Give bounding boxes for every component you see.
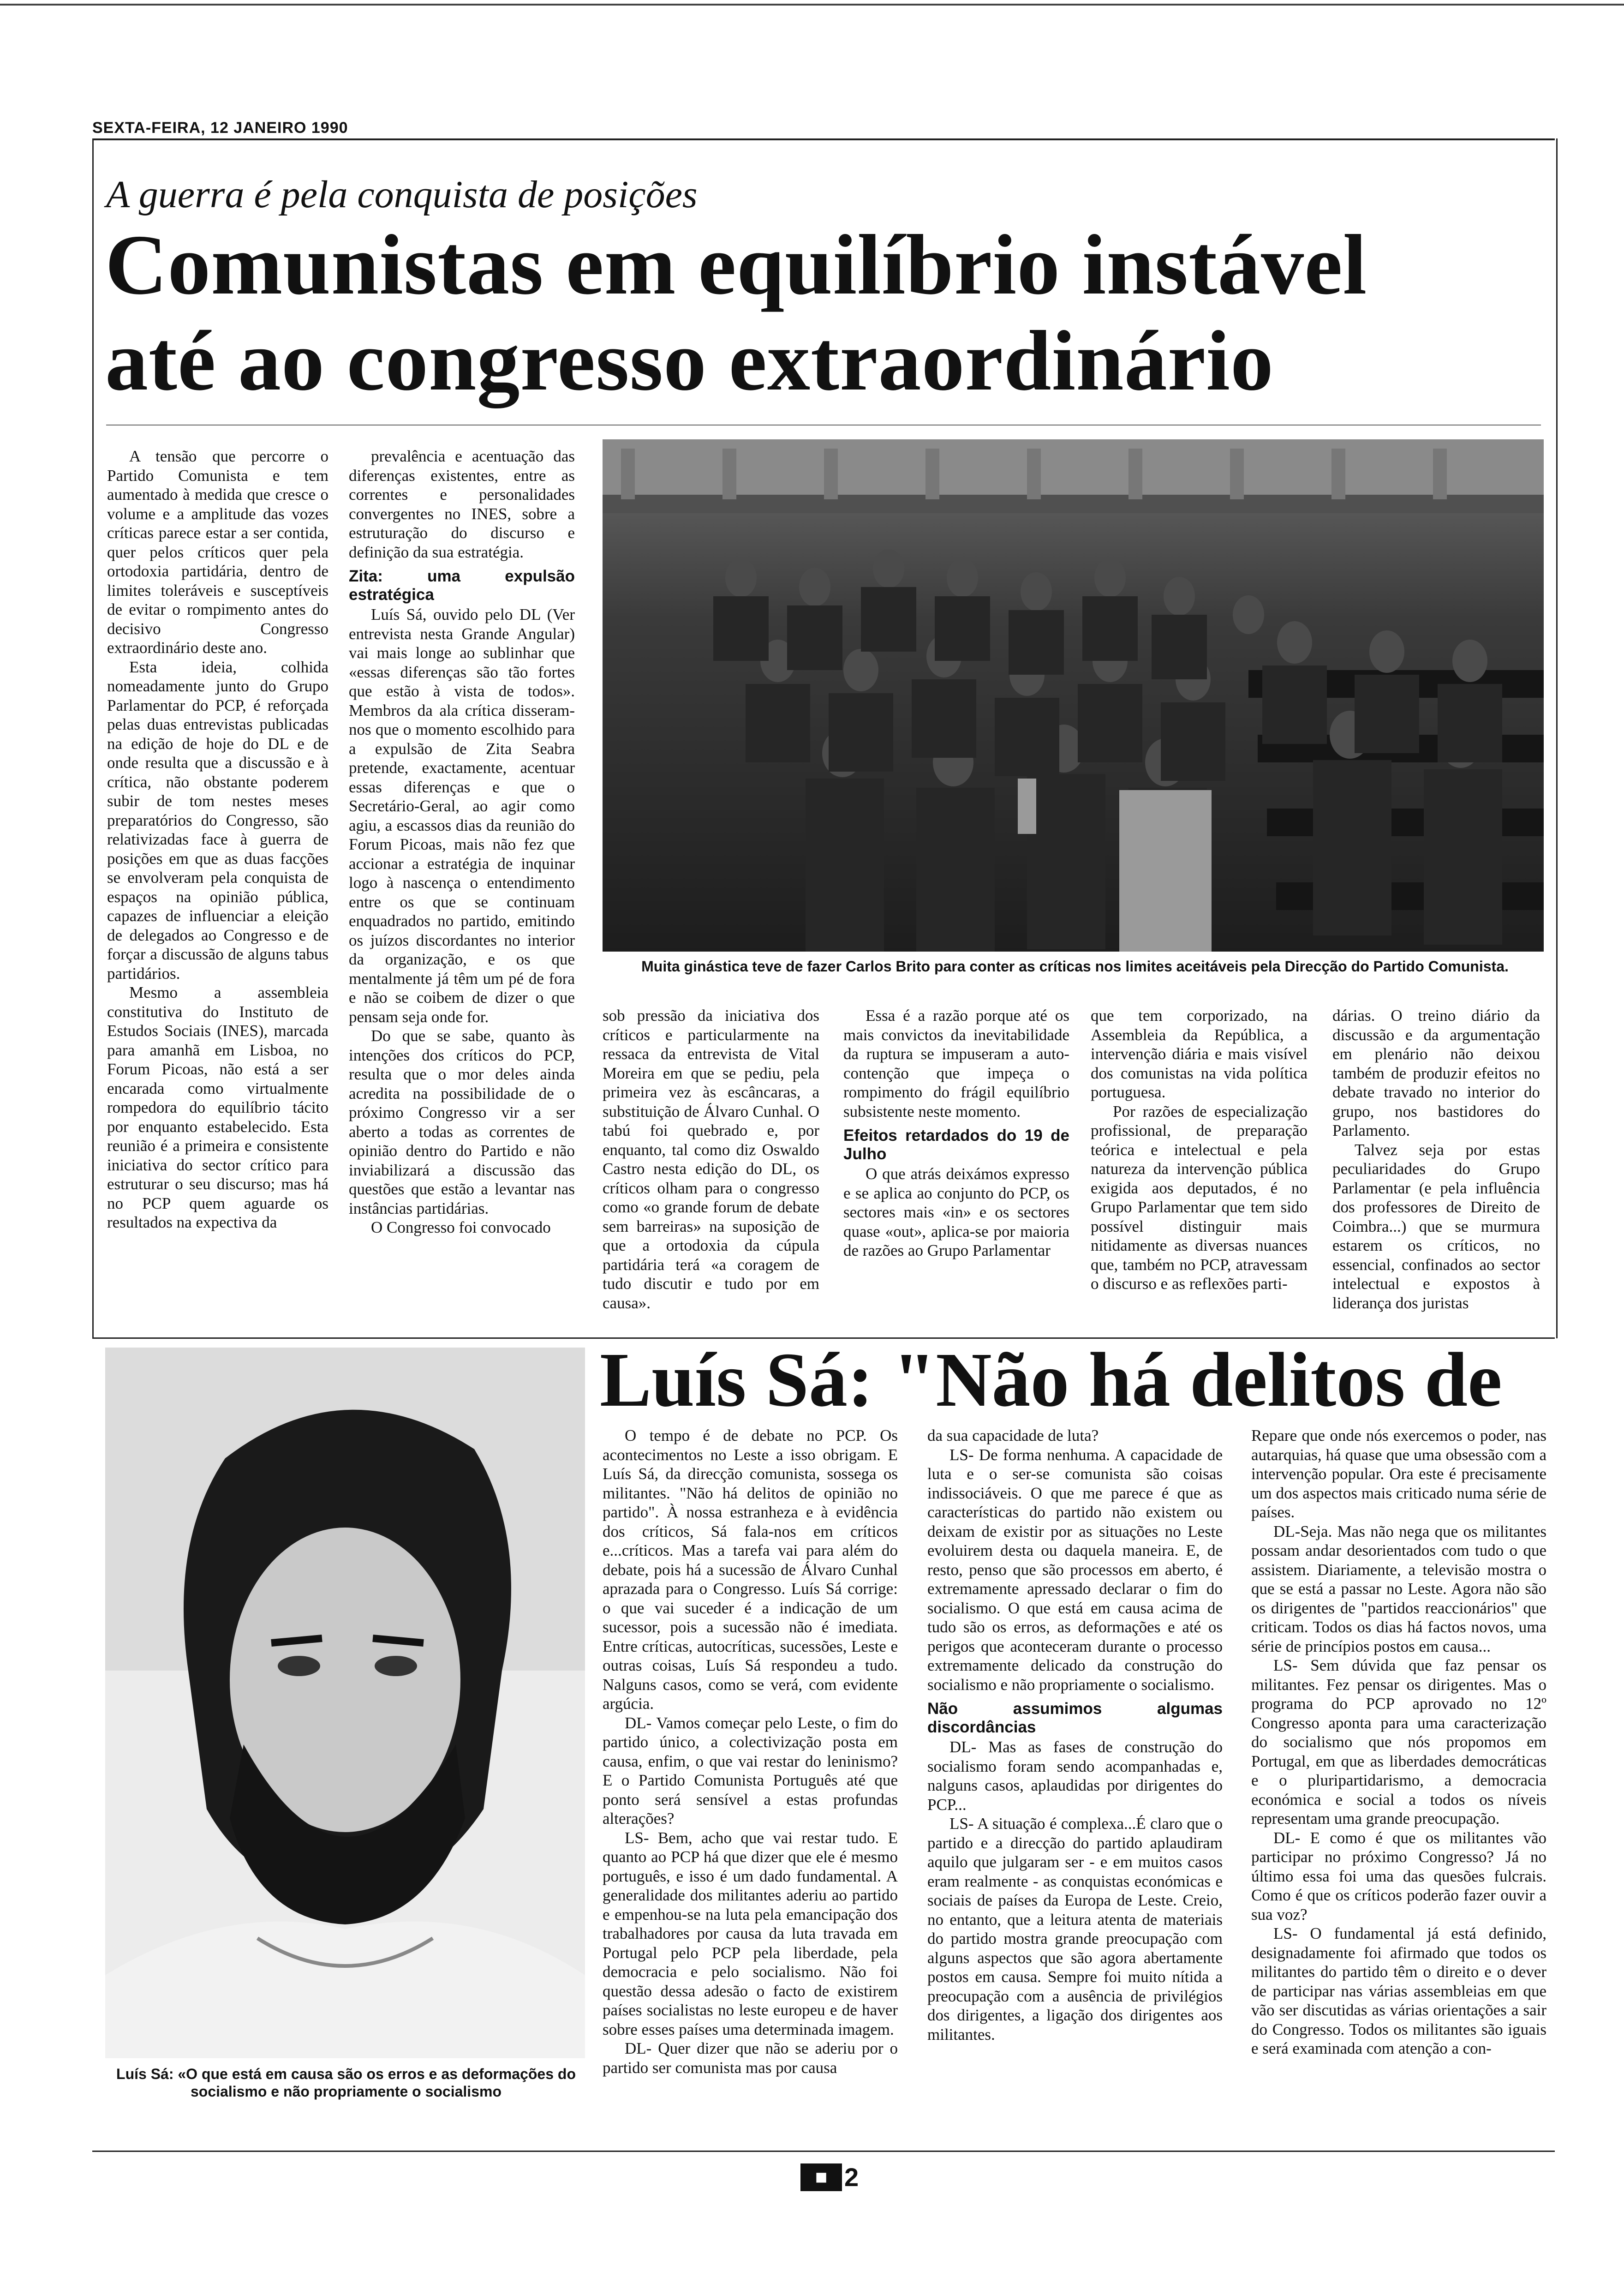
paragraph: prevalência e acentuação das diferenças existentes, entre as correntes e personalidades convergentes no INES, sobre a estruturação do discurso e definição da sua estratégia. [349,447,575,561]
paragraph: dárias. O treino diário da discussão e da argumentação em plenário não deixou também de produzir efeitos no debate travado no interior do grupo, nos bastidores do Parlamento. [1332,1007,1540,1139]
interview-column-3 [1251,1426,1546,2127]
article-column-3 [603,1006,819,1324]
paragraph: DL- Mas as fases de construção do socialismo foram sendo acompanhadas e, nalguns casos, aplaudidas por dirigentes do PCP... [927,1738,1223,1814]
parliament-photo-caption: Muita ginástica teve de fazer Carlos Brito para conter as críticas nos limites aceitáveis pela Direcção do Partido Comunista. [641,958,1509,975]
parliament-photo [603,439,1544,952]
interview-column-1 [603,1426,898,2127]
dateline: SEXTA-FEIRA, 12 JANEIRO 1990 [92,119,348,137]
article-column-1 [107,447,328,1324]
interview-column-2 [927,1426,1223,2127]
article-kicker: A guerra é pela conquista de posições [106,173,698,216]
top-border-rule [0,4,1624,6]
paragraph: DL-Seja. Mas não nega que os militantes possam andar desorientados com tudo o que assistem. Diariamente, a televisão mostra o que se está a passar no Leste. Agora não são os dirigentes de "partidos reaccionários" que criticam. Todos os dias há factos novos, uma série de princípios postos em causa... [1251,1522,1546,1655]
portrait-photo-caption: Luís Sá: «O que está em causa são os erros e as deformações do socialismo e não propriamente o socialismo [116,2066,576,2100]
paragraph: Mesmo a assembleia constitutiva do Instituto de Estudos Sociais (INES), marcada para amanhã em Lisboa, no Forum Picoas, não está a ser encarada como virtualmente rompedora do equilíbrio tácito por enquanto estabelecido. Esta reunião é a primeira e consistente iniciativa do sector crítico para estruturar o seu discurso; mas há no PCP quem aguarde os resultados na expectiva da [107,983,328,1231]
interview-headline: Luís Sá: "Não há delitos de [600,1337,1502,1423]
headline-line-2: até ao congresso extraordinário [105,313,1274,408]
paragraph: Por razões de especialização profissional, de preparação teórica e intelectual e pela natureza da intervenção pública exigida aos deputados, é no Grupo Parlamentar que tem sido possível distinguir mais nitidamente as diversas nuances que, também no PCP, atravessam o discurso e as reflexões parti- [1091,1102,1308,1293]
paragraph: O tempo é de debate no PCP. Os acontecimentos no Leste a isso obrigam. E Luís Sá, da direcção comunista, sossega os militantes. "Não há delitos de opinião no partido". À nossa estranheza e à evidência dos críticos, Sá fala-nos em críticos e...críticos. Mas a tarefa vai para além do debate, pois há a sucessão de Álvaro Cunhal aprazada para o Congresso. Luís Sá corrige: o que vai suceder é a indicação de um sucessor, pois a sucessão não é imediata. Entre críticas, autocríticas, sucessões, Leste e outras coisas, Luís Sá respondeu a tudo. Nalguns casos, como se verá, com evidente argúcia. [603,1426,898,1713]
article-column-4 [843,1006,1069,1324]
parliament-photo-illustration [603,439,1544,952]
paragraph: Do que se sabe, quanto às intenções dos críticos do PCP, resulta que o mor deles ainda acredita na possibilidade de o próximo Congresso vir a ser aberto a todas as correntes de opinião dentro do Partido e não inviabilizará a discussão das questões que estão a levantar nas instâncias partidárias. [349,1027,575,1217]
paragraph: O Congresso foi convocado [371,1218,551,1236]
paragraph: LS- Bem, acho que vai restar tudo. E quanto ao PCP há que dizer que ele é mesmo português, e isso é um dado fundamental. A generalidade dos militantes aderiu ao partido e empenhou-se na luta pela emancipação dos trabalhadores por causa da luta travada em Portugal pelo PCP pela liberdade, pela democracia e pelo socialismo. Não foi questão dessa adesão o facto de existirem países socialistas no leste europeu e de haver sobre esses países uma determinada imagem. [603,1828,898,2038]
article-column-6 [1332,1006,1540,1324]
paragraph: LS- De forma nenhuma. A capacidade de luta e o ser-se comunista são coisas indissociáveis. O que me parece é que as características do partido não existem ou deixam de existir por as situações no Leste evoluirem desta ou daquela maneira. E, de resto, penso que são processos em aberto, é extremamente apressado declarar o fim do socialismo. O que está em causa acima de tudo são os erros, as deformações e até os perigos que aconteceram durante o processo extremamente delicado da construção do socialismo e não propriamente o socialismo. [927,1445,1223,1694]
paragraph: LS- Sem dúvida que faz pensar os militantes. Fez pensar os dirigentes. Mas o programa do PCP aprovado no 12º Congresso aponta para uma caracterização do socialismo que nós propomos em Portugal, em que as liberdades democráticas e o pluripartidarismo, a democracia económica e social a todos os níveis representam uma grande preocupação. [1251,1656,1546,1828]
headline-line-1: Comunistas em equilíbrio instável [105,217,1367,312]
paragraph: sob pressão da iniciativa dos críticos e particularmente na ressaca da entrevista de Vital Moreira em que se pediu, pela primeira vez às escâncaras, a substituição de Álvaro Cunhal. O tabú foi quebrado e, por enquanto, tal como diz Oswaldo Castro nesta edição do DL, os críticos olham para o congresso como «o grande forum de debate sem barreiras» na suposição de que a ortodoxia da cúpula partidária terá «a coragem de tudo discutir e tudo por em causa». [603,1007,819,1312]
paragraph: Repare que onde nós exercemos o poder, nas autarquias, há quase que uma obsessão com a intervenção popular. Ora este é precisamente um dos aspectos mais criticado numa série de países. [1251,1426,1546,1521]
portrait-illustration [105,1348,585,2058]
paragraph: LS- O fundamental já está definido, designadamente foi afirmado que todos os militantes do partido têm o direito e o dever de participar nas várias assembleias em que vão ser discutidas as várias orientações a sair do Congresso. Todos os militantes são iguais e será examinada com atenção a con- [1251,1924,1546,2057]
subheading: Não assumimos algumas discordâncias [927,1700,1223,1736]
paragraph: O que atrás deixámos expresso e se aplica ao conjunto do PCP, os sectores mais «in» e os sectores quase «out», aplica-se por maioria de razões ao Grupo Parlamentar [843,1165,1069,1259]
paragraph: Talvez seja por estas peculiaridades do Grupo Parlamentar (e pela influência dos professores de Direito de Coimbra...) que se murmura estarem os críticos, no essencial, confinados ao sector intelectual e expostos à liderança dos juristas [1332,1140,1540,1312]
logo-mark: ■ [815,2166,828,2188]
paragraph: que tem corporizado, na Assembleia da República, a intervenção diária e mais visível dos comunistas na vida política portuguesa. [1091,1007,1308,1101]
paragraph: da sua capacidade de luta? [927,1426,1099,1444]
bottom-rule [92,2151,1555,2152]
article-headline [105,217,1367,409]
paragraph: Esta ideia, colhida nomeadamente junto do Grupo Parlamentar do PCP, é reforçada pelas duas entrevistas publicadas na edição de hoje do DL e de onde resulta que a discussão e à crítica, não obstante poderem subir de tom nestes meses preparatórios do Congresso, são relativizadas face à guerra de posições em que as duas facções se envolveram pela conquista de espaços na opinião pública, capazes de influenciar a eleição de delegados ao Congresso e de forçar a discussão de alguns tabus partidários. [107,658,328,983]
subheading: Efeitos retardados do 19 de Julho [843,1127,1069,1163]
paragraph: Essa é a razão porque até os mais convictos da inevitabilidade da ruptura se impuseram a auto-contenção que impeça o rompimento do frágil equilíbrio subsistente neste momento. [843,1007,1069,1121]
subheading: Zita: uma expulsão estratégica [349,567,575,604]
folio-logo [800,2163,842,2191]
article-column-2 [349,447,575,1324]
paragraph: DL- Quer dizer que não se aderiu por o partido ser comunista mas por causa [603,2039,898,2077]
page-number: 2 [844,2163,859,2192]
paragraph: DL- E como é que os militantes vão participar no próximo Congresso? Já no último essa foi uma das quesões fulcrais. Como é que os críticos poderão fazer ouvir a sua voz? [1251,1828,1546,1923]
paragraph: DL- Vamos começar pelo Leste, o fim do partido único, a colectivização posta em causa, enfim, o que vai restar do leninismo? E o Partido Comunista Português até que ponto será sensível a estas profundas alterações? [603,1714,898,1828]
paragraph: LS- A situação é complexa...É claro que o partido e a direcção do partido aplaudiram aquilo que julgaram ser - e em muitos casos eram realmente - as conquistas económicas e sociais de países da Europa de Leste. Creio, no entanto, que a leitura atenta de materiais do partido mostra grande preocupação com alguns aspectos que são agora abertamente postos em causa. Sempre foi muito nítida a preocupação com a ausência de privilégios dos dirigentes, a ligação dos dirigentes aos militantes. [927,1815,1223,2043]
paragraph: A tensão que percorre o Partido Comunista e tem aumentado à medida que cresce o volume e a amplitude das vozes críticas parece estar a ser contida, quer pelos críticos quer pela ortodoxia partidária, dentro de limites toleráveis e susceptíveis de evitar o rompimento antes do decisivo Congresso extraordinário deste ano. [107,447,328,657]
paragraph: Luís Sá, ouvido pelo DL (Ver entrevista nesta Grande Angular) vai mais longe ao sublinhar que «essas diferenças são tão fortes que estão à vista de todos». Membros da ala crítica disseram-nos que o momento escolhido para a expulsão de Zita Seabra pretende, exactamente, acentuar essas diferenças e que o Secretário-Geral, ao agir como agiu, a escassos dias da reunião do Forum Picoas, mais não fez que accionar a estratégia de inquinar logo à nascença o entendimento entre os que se continuam enquadrados no partido, emitindo os juízos discordantes no interior da organização, e os que mentalmente já têm um pé de fora e não se coibem de dizer o que pensam seja onde for. [349,605,575,1026]
portrait-photo [105,1348,585,2058]
article-column-5 [1091,1006,1308,1324]
